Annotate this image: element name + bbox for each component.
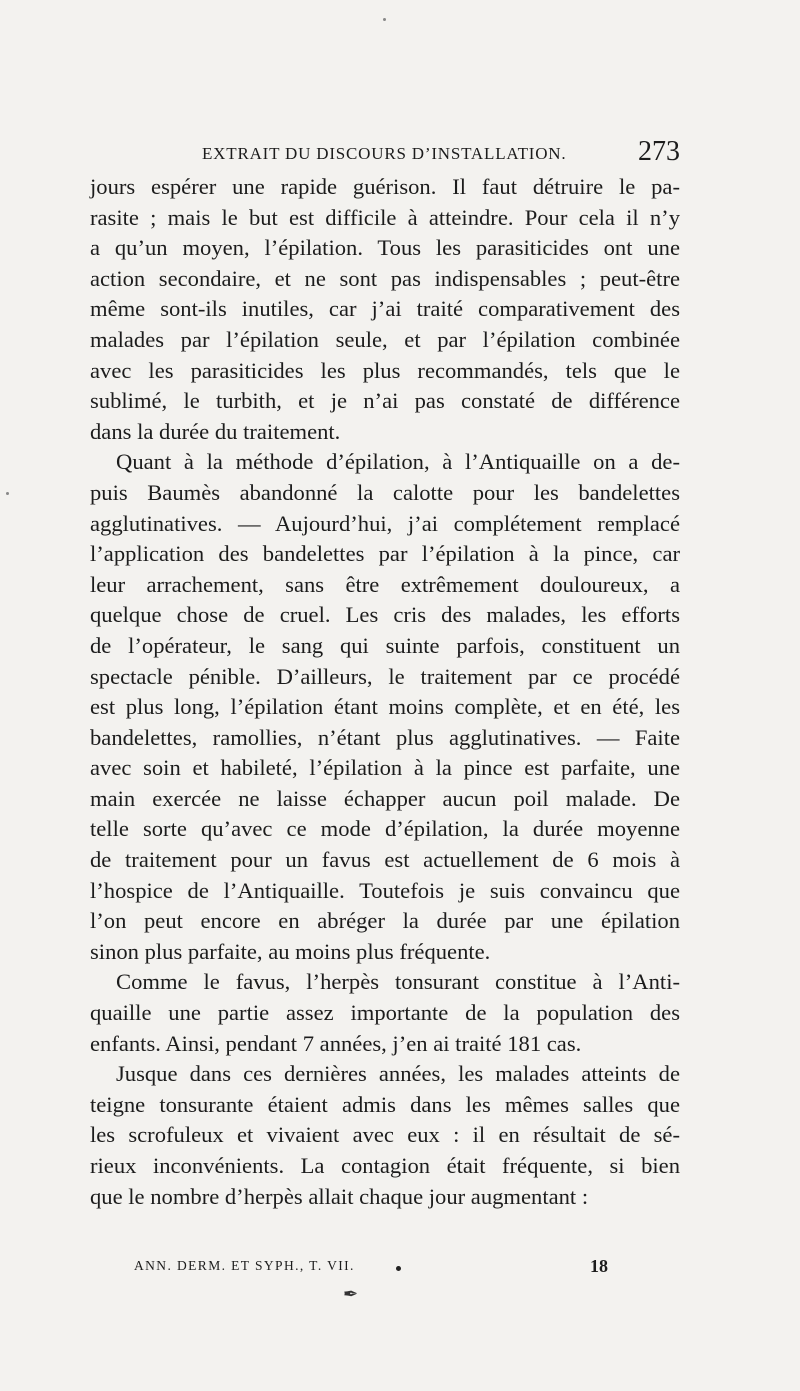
text-line: dans la durée du traitement.: [90, 418, 341, 444]
text-line: spectacle pénible. D’ailleurs, le traitement par ce procédé: [90, 663, 680, 689]
print-speck: [383, 18, 386, 21]
text-line: avec les parasiticides les plus recommandés, tels que le: [90, 357, 680, 383]
paragraph-2: [90, 447, 680, 967]
text-line: a qu’un moyen, l’épilation. Tous les parasiticides ont une: [90, 235, 680, 261]
text-line: avec soin et habileté, l’épilation à la pince est parfaite, une: [90, 755, 680, 781]
text-line: même sont-ils inutiles, car j’ai traité comparativement des: [90, 296, 680, 322]
running-head: EXTRAIT DU DISCOURS D’INSTALLATION.: [202, 144, 567, 163]
body-text: [90, 172, 680, 1212]
text-line: rasite ; mais le but est difficile à atteindre. Pour cela il n’y: [90, 204, 680, 230]
footer-signature: ANN. DERM. ET SYPH., T. VII.: [134, 1258, 355, 1273]
text-line: les scrofuleux et vivaient avec eux : il en résultait de sé-: [90, 1122, 680, 1148]
text-line: Jusque dans ces dernières années, les malades atteints de: [116, 1061, 680, 1087]
text-line: est plus long, l’épilation étant moins complète, et en été, les: [90, 694, 680, 720]
text-line: telle sorte qu’avec ce mode d’épilation, la durée moyenne: [90, 816, 680, 842]
text-line: l’on peut encore en abréger la durée par une épilation: [90, 908, 680, 934]
text-line: leur arrachement, sans être extrêmement douloureux, a: [90, 571, 680, 597]
text-line: de l’opérateur, le sang qui suinte parfois, constituent un: [90, 632, 680, 658]
paragraph-4: [90, 1059, 680, 1212]
text-line: quelque chose de cruel. Les cris des malades, les efforts: [90, 602, 680, 628]
text-line: jours espérer une rapide guérison. Il faut détruire le pa-: [90, 174, 680, 199]
text-line: enfants. Ainsi, pendant 7 années, j’en ai traité 181 cas.: [90, 1030, 582, 1056]
print-speck: [6, 492, 9, 495]
text-line: que le nombre d’herpès allait chaque jour augmentant :: [90, 1183, 589, 1209]
text-line: main exercée ne laisse échapper aucun poil malade. De: [90, 785, 680, 811]
ornament-icon: ✒: [343, 1284, 359, 1304]
text-line: rieux inconvénients. La contagion était fréquente, si bien: [90, 1153, 680, 1178]
text-line: agglutinatives. — Aujourd’hui, j’ai complétement remplacé: [90, 510, 680, 536]
text-line: bandelettes, ramollies, n’étant plus agglutinatives. — Faite: [90, 724, 680, 750]
text-line: l’hospice de l’Antiquaille. Toutefois je suis convaincu que: [90, 877, 680, 903]
text-line: quaille une partie assez importante de la population des: [90, 1000, 680, 1026]
text-line: de traitement pour un favus est actuellement de 6 mois à: [90, 847, 680, 873]
page-number: 273: [638, 136, 680, 167]
text-line: malades par l’épilation seule, et par l’épilation combinée: [90, 326, 680, 352]
text-line: l’application des bandelettes par l’épilation à la pince, car: [90, 541, 680, 567]
text-line: sublimé, le turbith, et je n’ai pas constaté de différence: [90, 388, 680, 414]
text-line: teigne tonsurante étaient admis dans les mêmes salles que: [90, 1091, 680, 1117]
text-line: action secondaire, et ne sont pas indispensables ; peut-être: [90, 265, 680, 291]
text-line: puis Baumès abandonné la calotte pour les bandelettes: [90, 479, 680, 505]
text-line: sinon plus parfaite, au moins plus fréquente.: [90, 938, 491, 964]
paragraph-3: [90, 967, 680, 1059]
page-footer: [90, 1256, 680, 1304]
text-line: Comme le favus, l’herpès tonsurant constitue à l’Anti-: [116, 969, 680, 995]
sheet-number: 18: [590, 1256, 608, 1276]
paragraph-1: [90, 172, 680, 447]
print-speck: [396, 1266, 401, 1271]
text-line: Quant à la méthode d’épilation, à l’Antiquaille on a de-: [116, 449, 680, 475]
